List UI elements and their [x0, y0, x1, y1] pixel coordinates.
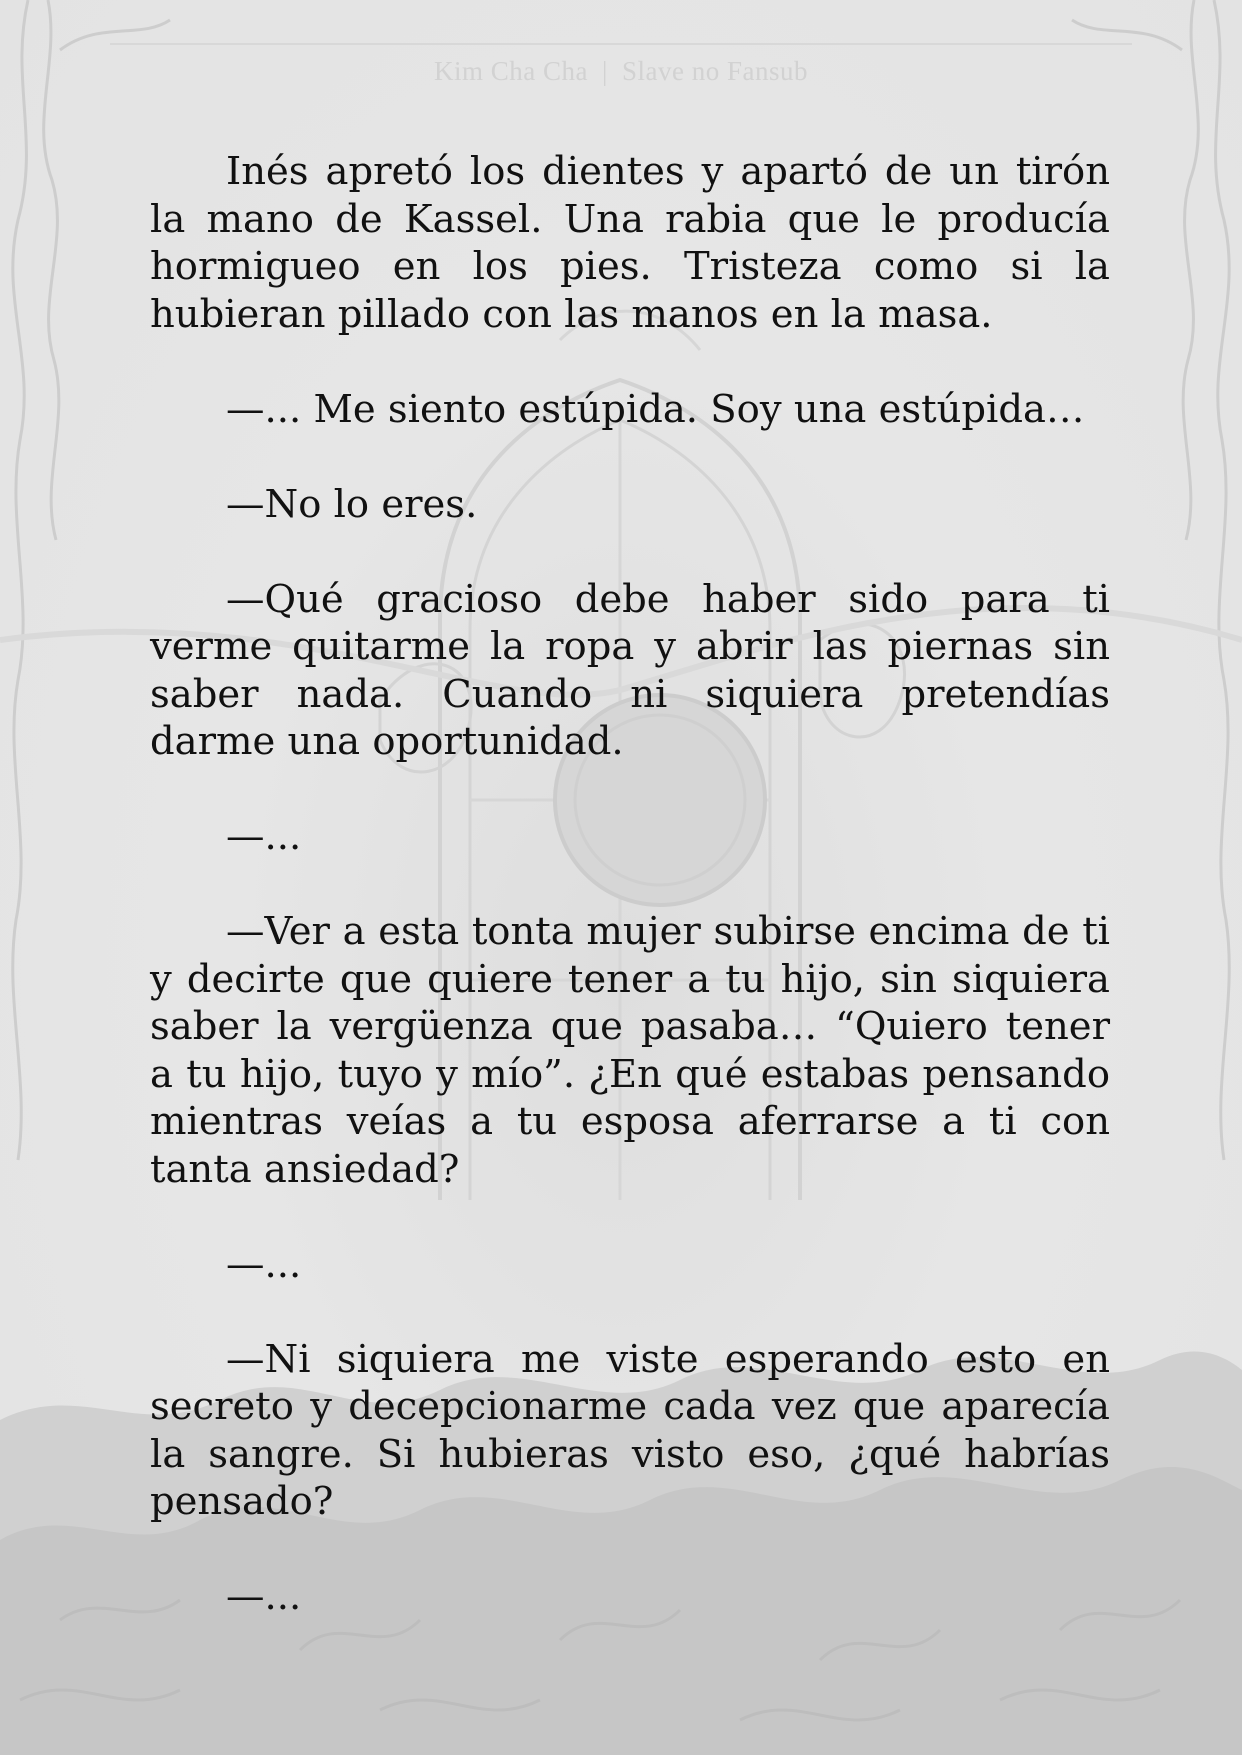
paragraph-dialogue: —No lo eres.	[226, 481, 478, 527]
paragraph-dialogue: —...	[226, 1574, 302, 1619]
paragraph-dialogue: —Qué gracioso debe haber sido para ti verme quitarme la ropa y abrir las piernas sin saber nada. Cuando ni siquiera pretendías darme una oportunidad.	[150, 576, 1110, 764]
paragraph-dialogue: —Ver a esta tonta mujer subirse encima de ti y decirte que quiere tener a tu hijo, sin siquiera saber la vergüenza que pasaba… “Quiero tener a tu hijo, tuyo y mío”. ¿En qué estabas pensando mientras veías a tu esposa aferrarse a ti con tanta ansiedad?	[150, 909, 1110, 1192]
running-header	[0, 56, 1242, 87]
paragraph-narration: Inés apretó los dientes y apartó de un tirón la mano de Kassel. Una rabia que le producía hormigueo en los pies. Tristeza como si la hubieran pillado con las manos en la masa.	[150, 149, 1110, 337]
paragraph-dialogue: —...	[226, 1241, 302, 1287]
header-translator: Slave no Fansub	[621, 56, 808, 86]
header-author: Kim Cha Cha	[434, 56, 589, 86]
header-separator: |	[602, 56, 608, 86]
paragraph-dialogue: —... Me siento estúpida. Soy una estúpida…	[226, 386, 1085, 432]
body-text	[150, 148, 1110, 1621]
paragraph-dialogue: —...	[226, 814, 302, 859]
paragraph-dialogue: —Ni siquiera me viste esperando esto en secreto y decepcionarme cada vez que aparecía la sangre. Si hubieras visto eso, ¿qué habrías pensado?	[150, 1336, 1110, 1524]
